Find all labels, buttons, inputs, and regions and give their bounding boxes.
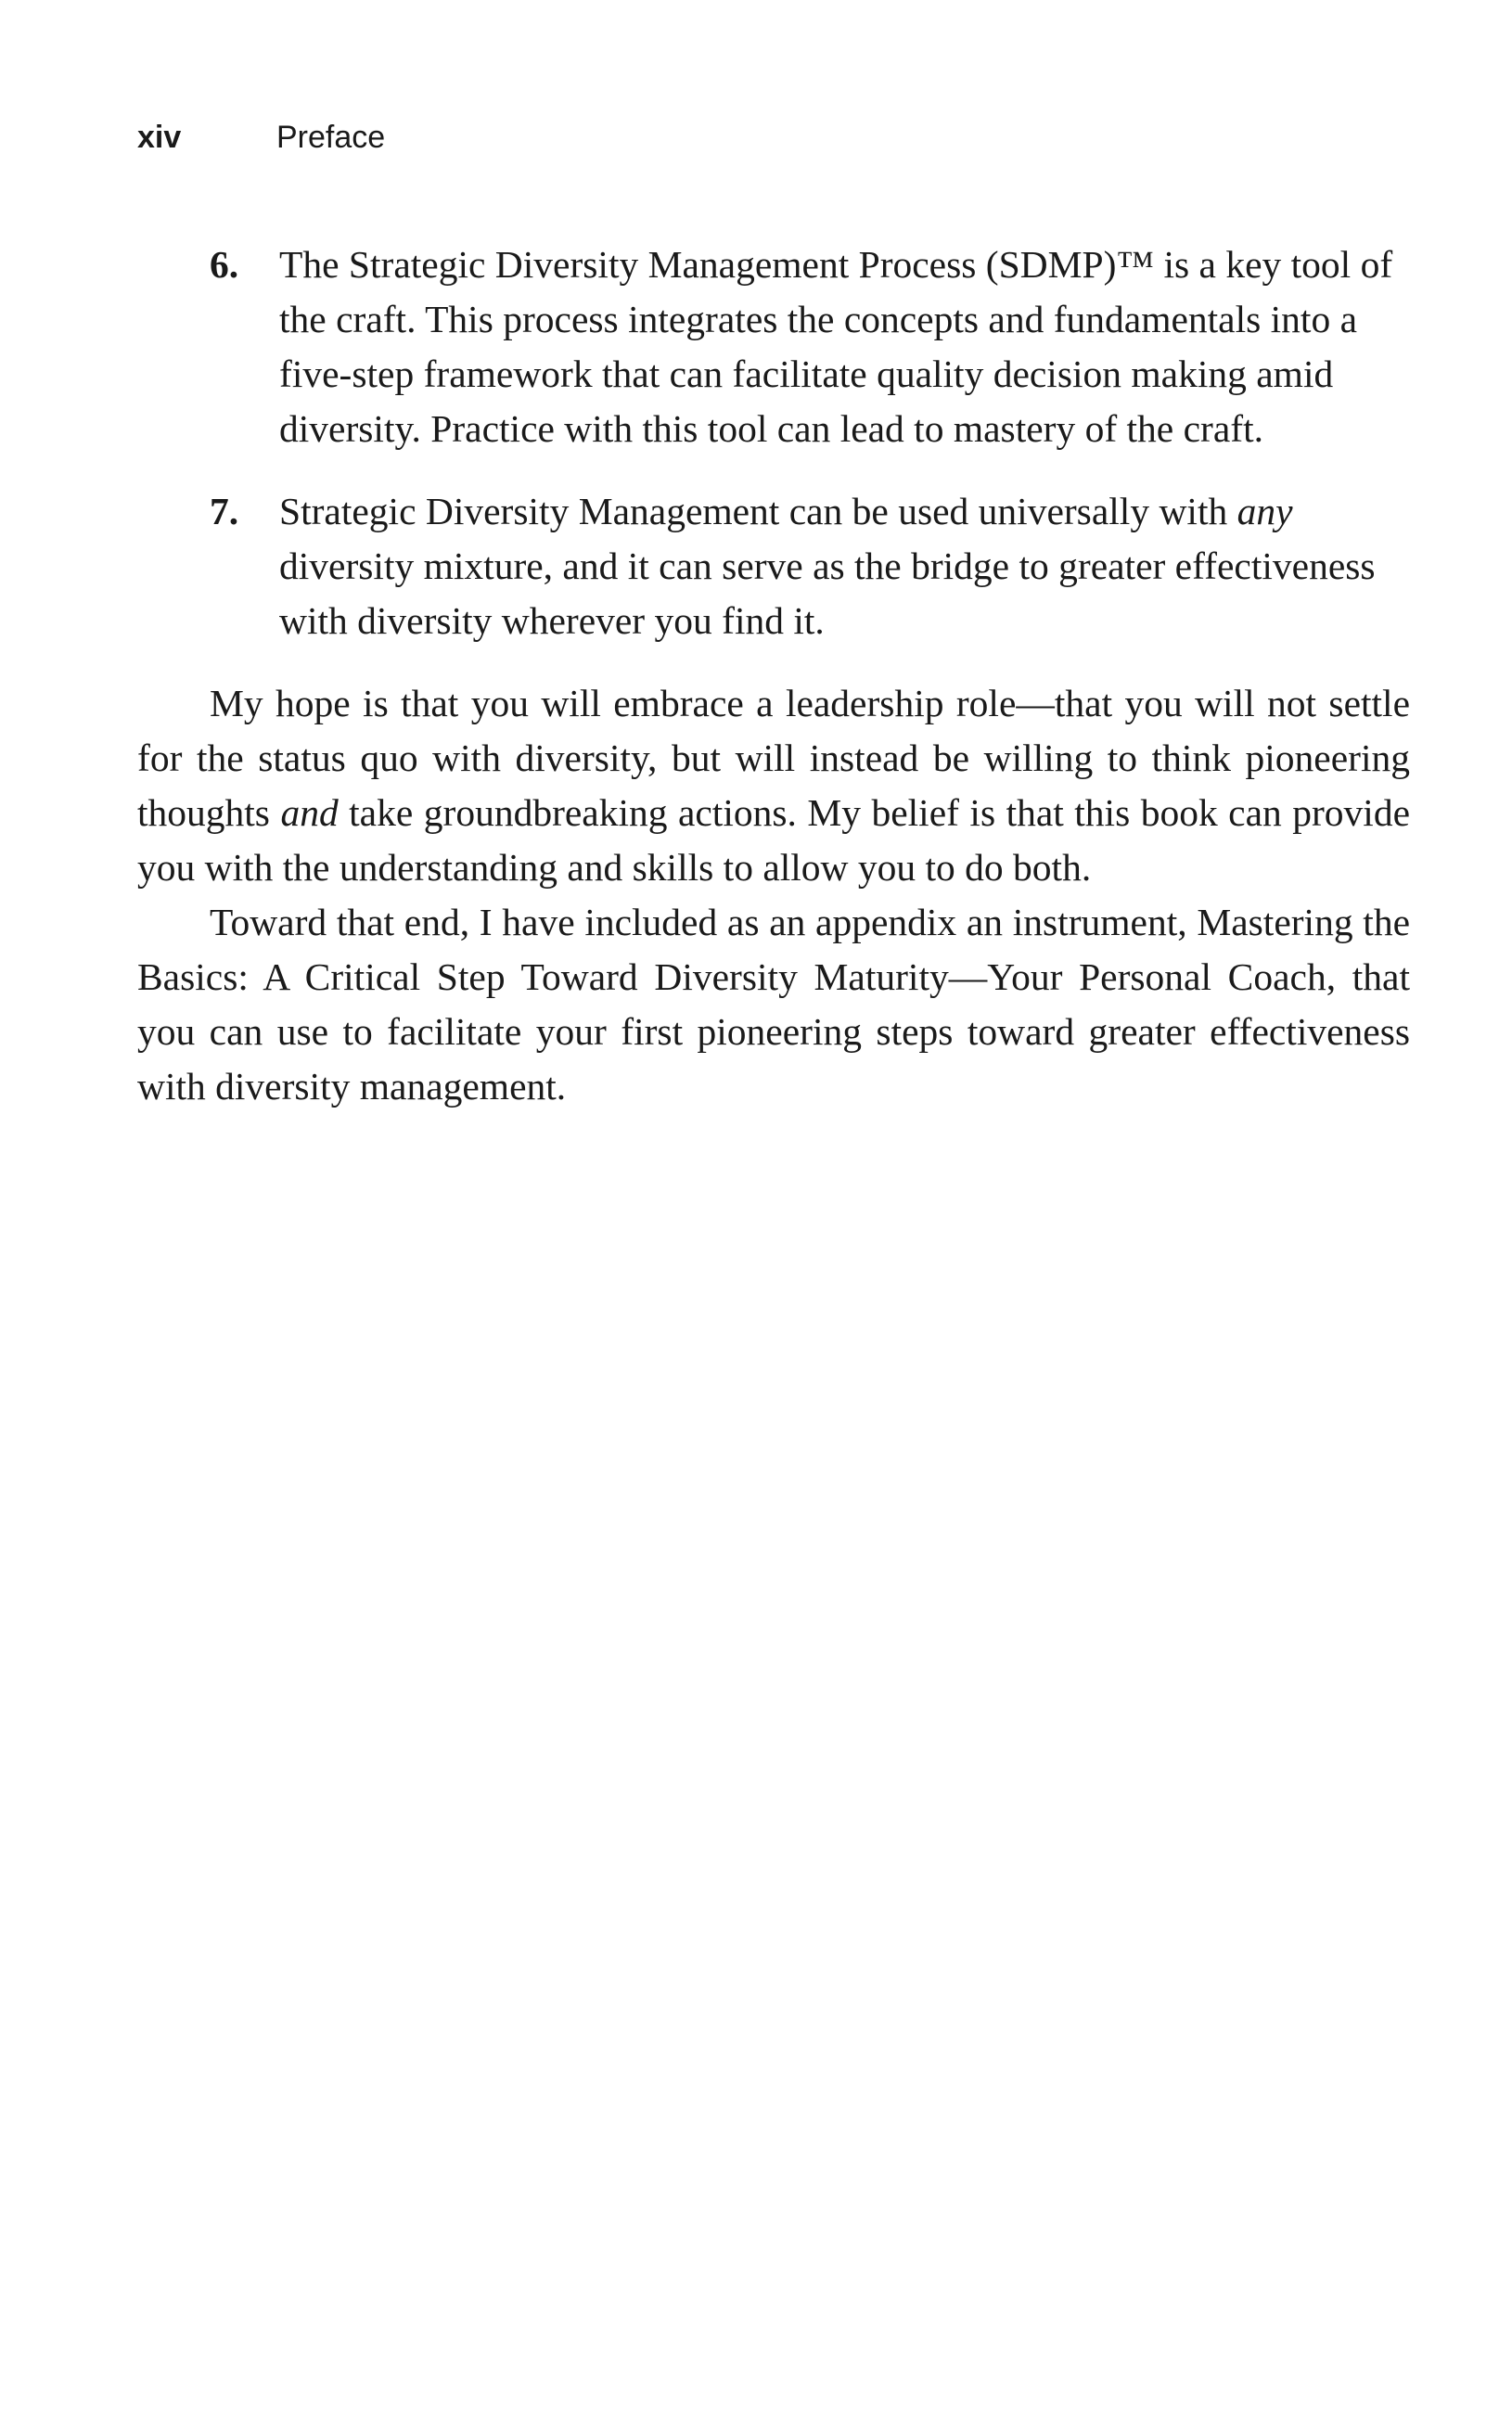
list-item-text: The Strategic Diversity Management Process (SDMP)™ is a key tool of the craft. This process integrates the concepts and fundamentals into a five-step framework that can facilitate quality decision making amid diversity. Practice with this tool can lead to mastery of the craft. — [279, 243, 1393, 450]
list-item-6 — [137, 237, 1410, 456]
emphasis-any: any — [1237, 490, 1293, 532]
paragraph-text-start: My hope is that you will embrace a leadership role—that you will not settle for the status quo with diversity, but will instead be willing to think pioneering thoughts — [137, 682, 1410, 834]
emphasis-and: and — [280, 791, 339, 834]
paragraph-hope — [137, 676, 1410, 895]
section-title: Preface — [276, 120, 386, 155]
paragraph-appendix: Toward that end, I have included as an appendix an instrument, Mastering the Basics: A Critical Step Toward Diversity Maturity—Your Personal Coach, that you can use to facilitate your first pioneering steps toward greater effectiveness with diversity management. — [137, 901, 1410, 1108]
list-item-text — [279, 484, 1410, 648]
paragraph-text-end: take groundbreaking actions. My belief is that this book can provide you with the understanding and skills to allow you to do both. — [137, 791, 1410, 889]
running-head — [137, 119, 385, 156]
list-item-7 — [137, 484, 1410, 648]
page-number: xiv — [137, 120, 182, 155]
list-item-text-start: Strategic Diversity Management can be used universally with — [279, 490, 1228, 532]
list-number: 7. — [210, 490, 239, 532]
list-number: 6. — [210, 243, 239, 286]
list-item-text-end: diversity mixture, and it can serve as the bridge to greater effectiveness with diversity wherever you find it. — [279, 544, 1376, 642]
body-text — [137, 237, 1410, 1114]
